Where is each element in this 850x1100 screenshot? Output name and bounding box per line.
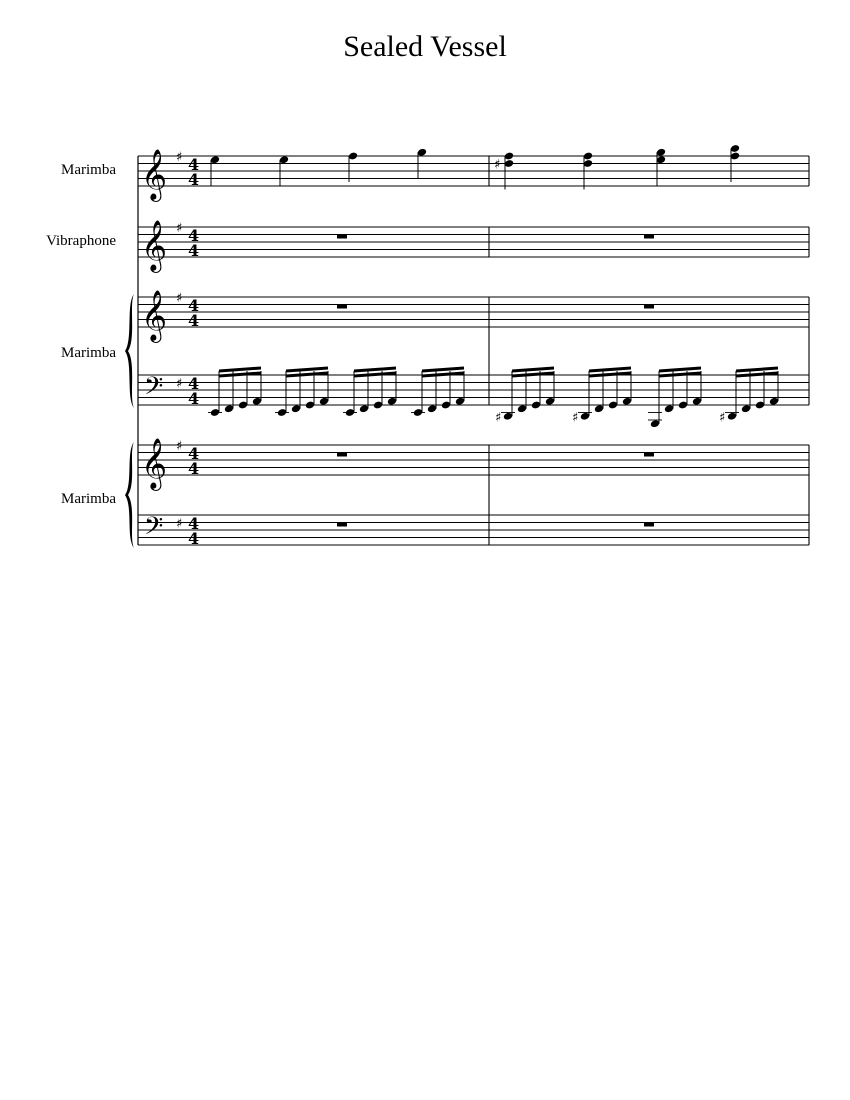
time-signature-denominator: 4 — [188, 311, 200, 330]
beam — [286, 368, 328, 371]
beam — [589, 373, 631, 376]
beam — [512, 373, 554, 376]
key-signature-sharp: ♯ — [176, 150, 183, 165]
key-signature-sharp: ♯ — [176, 516, 183, 532]
whole-rest — [644, 305, 654, 309]
treble-clef-icon: 𝄞 — [141, 149, 168, 200]
whole-rest — [644, 523, 654, 527]
accidental-sharp: ♯ — [495, 410, 502, 426]
time-signature-numerator: 4 — [188, 155, 200, 174]
treble-clef-icon: 𝄞 — [141, 220, 168, 271]
treble-clef-icon: 𝄞 — [141, 438, 168, 489]
time-signature-numerator: 4 — [188, 374, 200, 393]
accidental-sharp: ♯ — [719, 410, 726, 426]
key-signature-sharp: ♯ — [176, 439, 183, 454]
time-signature-numerator: 4 — [188, 514, 200, 533]
beam — [422, 368, 464, 371]
time-signature-numerator: 4 — [188, 226, 200, 245]
beam — [286, 373, 328, 376]
beam — [736, 368, 778, 371]
time-signature-denominator: 4 — [188, 529, 200, 548]
beam — [736, 373, 778, 376]
whole-rest — [337, 453, 347, 457]
time-signature-denominator: 4 — [188, 459, 200, 478]
brace-group-3 — [125, 294, 134, 408]
instrument-label-marimba-1: Marimba — [61, 162, 116, 178]
key-signature-sharp: ♯ — [176, 221, 183, 236]
score-title: Sealed Vessel — [343, 30, 507, 63]
brace-group-4 — [125, 442, 134, 548]
beam — [659, 373, 701, 376]
bass-clef-icon: 𝄢 — [144, 512, 164, 547]
accidental-sharp: ♯ — [572, 410, 579, 426]
accidental-sharp: ♯ — [494, 157, 501, 173]
time-signature-numerator: 4 — [188, 444, 200, 463]
instrument-label-marimba-2: Marimba — [61, 345, 116, 361]
beam — [354, 373, 396, 376]
beam — [422, 373, 464, 376]
time-signature-denominator: 4 — [188, 389, 200, 408]
beam — [219, 368, 261, 371]
beam — [512, 368, 554, 371]
time-signature-numerator: 4 — [188, 296, 200, 315]
whole-rest — [644, 235, 654, 239]
time-signature-denominator: 4 — [188, 241, 200, 260]
treble-clef-icon: 𝄞 — [141, 290, 168, 341]
whole-rest — [337, 235, 347, 239]
key-signature-sharp: ♯ — [176, 291, 183, 306]
instrument-label-vibraphone: Vibraphone — [46, 233, 116, 249]
beam — [354, 368, 396, 371]
instrument-label-marimba-3: Marimba — [61, 491, 116, 507]
whole-rest — [644, 453, 654, 457]
beam — [659, 368, 701, 371]
beam — [589, 368, 631, 371]
whole-rest — [337, 523, 347, 527]
whole-rest — [337, 305, 347, 309]
key-signature-sharp: ♯ — [176, 376, 183, 392]
time-signature-denominator: 4 — [188, 170, 200, 189]
bass-clef-icon: 𝄢 — [144, 372, 164, 407]
beam — [219, 373, 261, 376]
